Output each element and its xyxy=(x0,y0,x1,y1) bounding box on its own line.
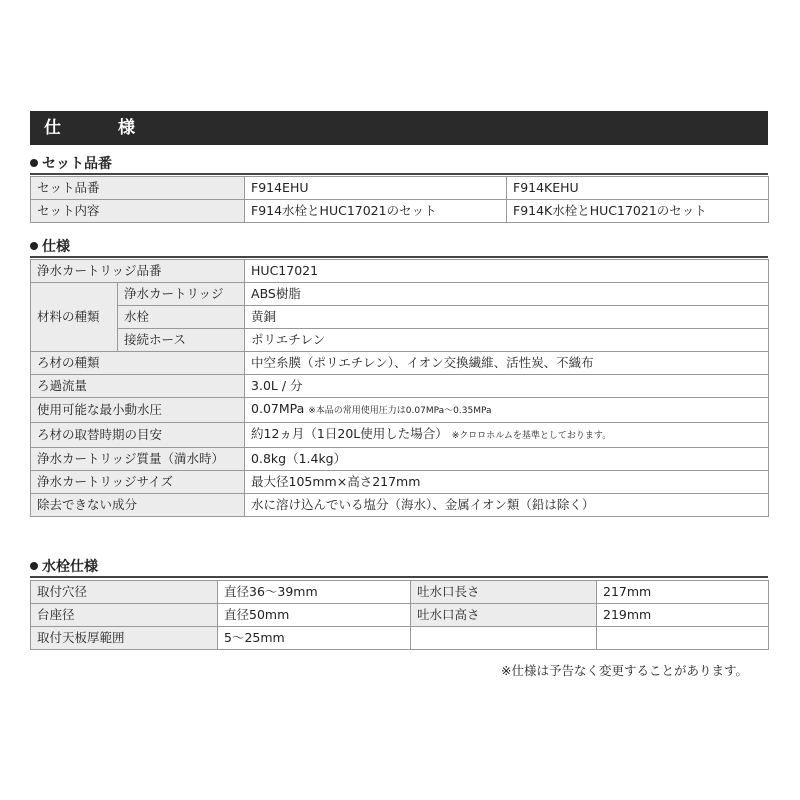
size-label: 浄水カートリッジサイズ xyxy=(31,471,245,494)
set-content-value-1: F914水栓とHUC17021のセット xyxy=(245,200,507,223)
set-content-value-2: F914K水栓とHUC17021のセット xyxy=(507,200,769,223)
pressure-cell xyxy=(245,398,769,423)
table-row xyxy=(31,494,769,517)
mass-label: 浄水カートリッジ質量（満水時） xyxy=(31,448,245,471)
footnote: ※仕様は予告なく変更することがあります。 xyxy=(501,663,748,678)
spec-section-heading-text: 仕様 xyxy=(42,239,70,255)
table-row xyxy=(31,352,769,375)
material-cartridge-label: 浄水カートリッジ xyxy=(118,283,245,306)
divider xyxy=(30,173,768,175)
mass-value: 0.8kg（1.4kg） xyxy=(245,448,769,471)
table-row xyxy=(31,200,769,223)
table-row xyxy=(31,283,769,306)
bullet-icon xyxy=(30,562,38,570)
remove-value: 水に溶け込んでいる塩分（海水）、金属イオン類（鉛は除く） xyxy=(245,494,769,517)
mount-hole-label: 取付穴径 xyxy=(31,581,218,604)
mount-hole-value: 直径36〜39mm xyxy=(218,581,411,604)
material-label: 材料の種類 xyxy=(31,283,118,352)
faucet-section-heading xyxy=(30,556,98,576)
counter-thickness-value: 5〜25mm xyxy=(218,627,411,650)
table-row xyxy=(31,581,769,604)
table-row xyxy=(31,471,769,494)
bullet-icon xyxy=(30,159,38,167)
flow-value: 3.0L / 分 xyxy=(245,375,769,398)
divider xyxy=(30,576,768,578)
remove-label: 除去できない成分 xyxy=(31,494,245,517)
spout-height-label: 吐水口高さ xyxy=(411,604,597,627)
material-hose-label: 接続ホース xyxy=(118,329,245,352)
set-section-heading xyxy=(30,153,112,173)
faucet-table xyxy=(30,580,769,650)
table-row xyxy=(31,306,769,329)
table-row xyxy=(31,398,769,423)
faucet-section-heading-text: 水栓仕様 xyxy=(42,559,98,575)
set-section-heading-text: セット品番 xyxy=(42,156,112,172)
cartridge-number-value: HUC17021 xyxy=(245,260,769,283)
filter-label: ろ材の種類 xyxy=(31,352,245,375)
spout-length-label: 吐水口長さ xyxy=(411,581,597,604)
replace-cell xyxy=(245,423,769,448)
replace-value: 約12ヵ月（1日20L使用した場合） xyxy=(251,426,448,441)
empty-cell xyxy=(411,627,597,650)
base-diameter-label: 台座径 xyxy=(31,604,218,627)
cartridge-number-label: 浄水カートリッジ品番 xyxy=(31,260,245,283)
material-faucet-value: 黄銅 xyxy=(245,306,769,329)
filter-value: 中空糸膜（ポリエチレン）、イオン交換繊維、活性炭、不織布 xyxy=(245,352,769,375)
counter-thickness-label: 取付天板厚範囲 xyxy=(31,627,218,650)
spout-length-value: 217mm xyxy=(597,581,769,604)
size-value: 最大径105mm×高さ217mm xyxy=(245,471,769,494)
material-faucet-label: 水栓 xyxy=(118,306,245,329)
table-row xyxy=(31,329,769,352)
pressure-label: 使用可能な最小動水圧 xyxy=(31,398,245,423)
table-row xyxy=(31,375,769,398)
spec-table xyxy=(30,259,769,517)
base-diameter-value: 直径50mm xyxy=(218,604,411,627)
table-row xyxy=(31,448,769,471)
pressure-value: 0.07MPa xyxy=(251,401,305,416)
table-row xyxy=(31,627,769,650)
empty-cell xyxy=(597,627,769,650)
replace-label: ろ材の取替時期の目安 xyxy=(31,423,245,448)
replace-note: ※クロロホルムを基準としております。 xyxy=(451,431,612,441)
bullet-icon xyxy=(30,242,38,250)
table-row xyxy=(31,604,769,627)
table-row xyxy=(31,260,769,283)
set-number-value-1: F914EHU xyxy=(245,177,507,200)
material-hose-value: ポリエチレン xyxy=(245,329,769,352)
spec-section-heading xyxy=(30,236,70,256)
flow-label: ろ過流量 xyxy=(31,375,245,398)
table-row xyxy=(31,177,769,200)
pressure-note: ※本品の常用使用圧力は0.07MPa〜0.35MPa xyxy=(308,406,492,416)
set-content-label: セット内容 xyxy=(31,200,245,223)
spout-height-value: 219mm xyxy=(597,604,769,627)
set-number-value-2: F914KEHU xyxy=(507,177,769,200)
table-row xyxy=(31,423,769,448)
material-cartridge-value: ABS樹脂 xyxy=(245,283,769,306)
divider xyxy=(30,256,768,258)
set-table xyxy=(30,176,769,223)
set-number-label: セット品番 xyxy=(31,177,245,200)
page-title: 仕 様 xyxy=(30,111,768,145)
